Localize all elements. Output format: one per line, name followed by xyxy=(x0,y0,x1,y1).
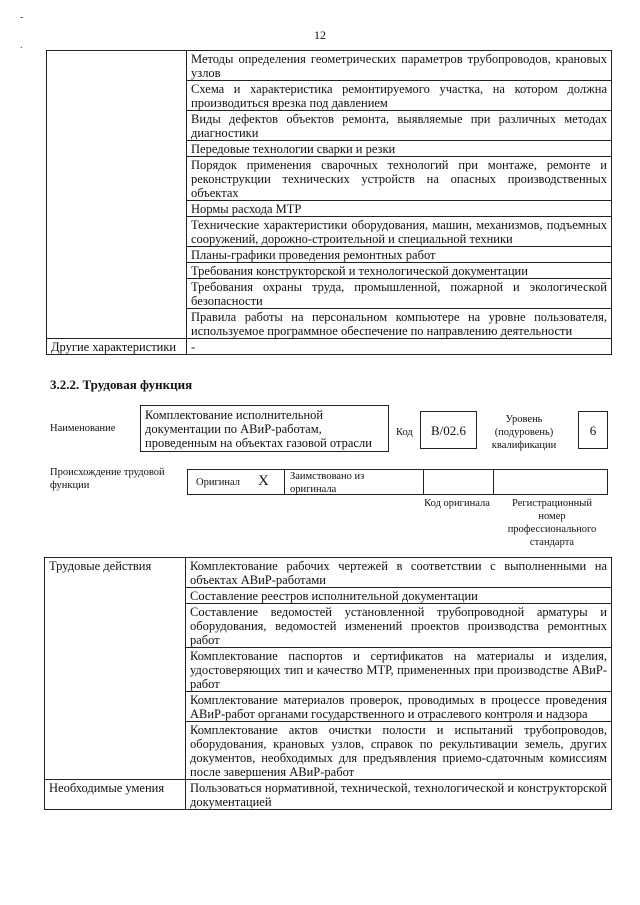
name-value: Комплектование исполнительной документации по АВиР-работам, проведенным на объектах газовой отрасли xyxy=(145,408,372,450)
table-row xyxy=(45,780,612,810)
table-left-cell: Другие характеристики xyxy=(47,339,187,355)
list-item: Передовые технологии сварки и резки xyxy=(187,141,612,157)
list-item: Составление ведомостей установленной трубопроводной арматуры и оборудования, ведомостей изменений проектов производства ремонтных работ xyxy=(186,604,612,648)
origin-label: Происхождение трудовой функции xyxy=(50,467,165,491)
level-value-box xyxy=(578,411,608,449)
original-label: Оригинал xyxy=(196,477,240,488)
margin-mark-top: - xyxy=(20,12,24,23)
table-row xyxy=(45,558,612,588)
level-label: Уровень (подуровень) квалификации xyxy=(491,414,557,451)
page-number: 12 xyxy=(314,28,326,42)
origin-box xyxy=(187,469,608,495)
list-item: Пользоваться нормативной, технической, технологической и конструкторской документацией xyxy=(186,780,612,810)
orig-code-label: Код оригинала xyxy=(424,498,490,509)
reg-number-label: Регистрационный номер профессионального стандарта xyxy=(507,498,597,548)
table-row xyxy=(47,51,612,81)
list-item: Требования конструкторской и технологической документации xyxy=(187,263,612,279)
table-left-cell xyxy=(47,51,187,339)
list-item: Планы-графики проведения ремонтных работ xyxy=(187,247,612,263)
list-item: Требования охраны труда, промышленной, пожарной и экологической безопасности xyxy=(187,279,612,309)
list-item: Составление реестров исполнительной документации xyxy=(186,588,612,604)
list-item: Виды дефектов объектов ремонта, выявляемые при различных методах диагностики xyxy=(187,111,612,141)
table-left-cell: Трудовые действия xyxy=(45,558,186,780)
list-item: Технические характеристики оборудования, машин, механизмов, подъемных сооружений, дорожно-строительной и специальной техники xyxy=(187,217,612,247)
code-value-box xyxy=(420,411,477,449)
list-item: Комплектование материалов проверок, проводимых в процессе проведения АВиР-работ органами государственного и отраслевого контроля и надзора xyxy=(186,692,612,722)
labor-actions-table xyxy=(44,557,612,810)
table-left-cell: Необходимые умения xyxy=(45,780,186,810)
list-item: Методы определения геометрических параметров трубопроводов, крановых узлов xyxy=(187,51,612,81)
list-item: - xyxy=(187,339,612,355)
list-item: Комплектование паспортов и сертификатов на материалы и изделия, удостоверяющих тип и качество МТР, примененных при производстве АВиР-работ xyxy=(186,648,612,692)
name-label: Наименование xyxy=(50,423,116,434)
list-item: Комплектование актов очистки полости и испытаний трубопроводов, оборудования, крановых узлов, справок по рекультивации земель, других документов, необходимых для предъявления приемо-сдаточным комиссиям после завершения АВиР-работ xyxy=(186,722,612,780)
borrowed-label: Заимствовано из оригинала xyxy=(290,471,365,495)
list-item: Комплектование рабочих чертежей в соответствии с выполненными на объектах АВиР-работами xyxy=(186,558,612,588)
table-row xyxy=(47,339,612,355)
code-value: В/02.6 xyxy=(430,423,467,438)
section-title: 3.2.2. Трудовая функция xyxy=(50,377,193,392)
margin-mark-dot: . xyxy=(20,40,23,51)
level-value: 6 xyxy=(589,423,597,438)
list-item: Схема и характеристика ремонтируемого участка, на котором должна производиться врезка под давлением xyxy=(187,81,612,111)
list-item: Нормы расхода МТР xyxy=(187,201,612,217)
list-item: Правила работы на персональном компьютере на уровне пользователя, используемое программное обеспечение по направлению деятельности xyxy=(187,309,612,339)
name-value-box xyxy=(140,405,389,452)
knowledge-table xyxy=(46,50,612,355)
original-mark: X xyxy=(258,473,269,489)
code-label: Код xyxy=(396,427,413,438)
list-item: Порядок применения сварочных технологий при монтаже, ремонте и реконструкции технических устройств на опасных производственных объектах xyxy=(187,157,612,201)
